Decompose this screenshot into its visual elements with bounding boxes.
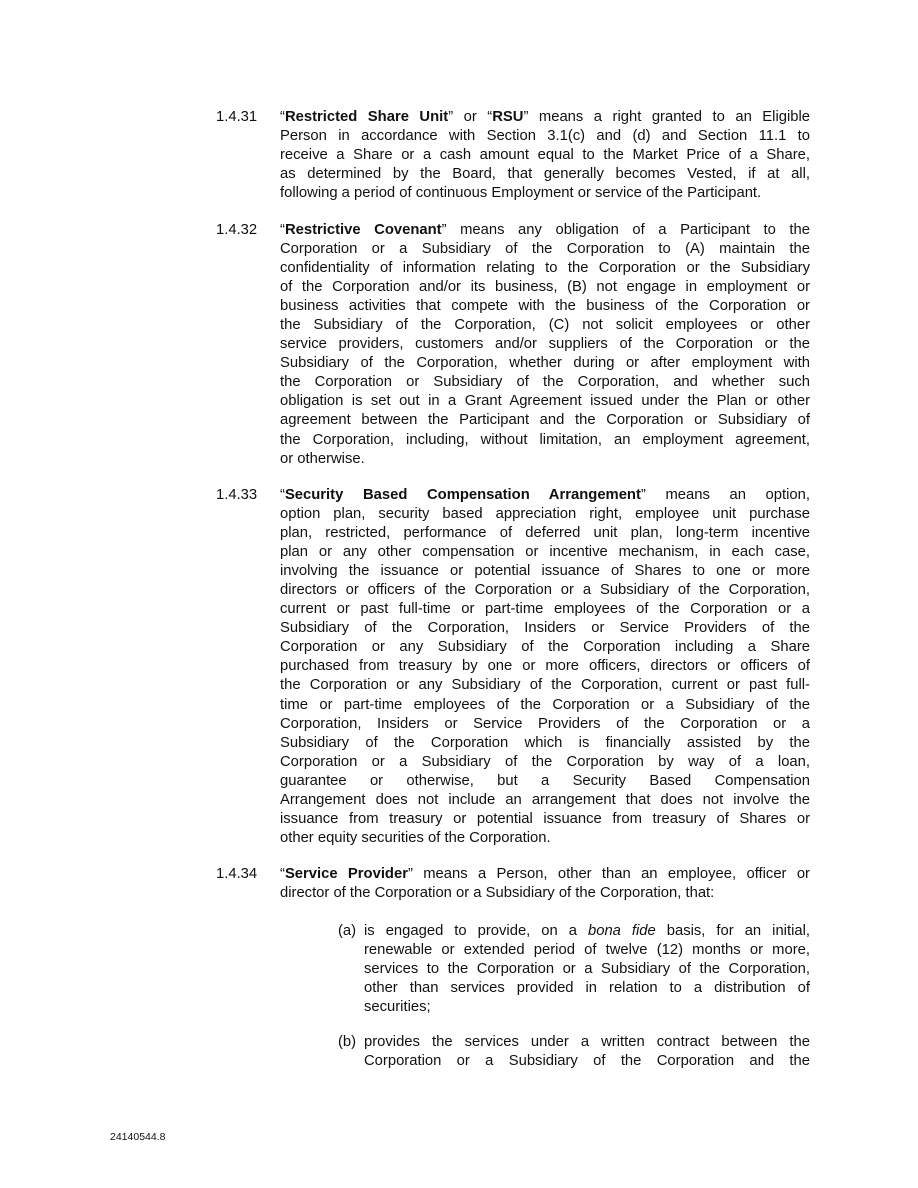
text-line: option plan, security based appreciation right, employee unit purchase xyxy=(280,505,810,522)
text-line: obligation is set out in a Grant Agreement issued under the Plan or other xyxy=(280,393,810,410)
italic-text: bona fide xyxy=(587,922,656,939)
section-number: 1.4.31 xyxy=(216,109,258,125)
text-line: purchased from treasury by one or more officers, directors or officers of xyxy=(280,658,810,675)
text-line: issuance from treasury or potential issuance from treasury of Shares or xyxy=(280,811,810,828)
text-line: plan or any other compensation or incentive mechanism, in each case, xyxy=(280,543,810,560)
text-line: business activities that compete with the business of the Corporation or xyxy=(280,297,810,314)
text-line: Corporation or a Subsidiary of the Corporation to (A) maintain the xyxy=(280,240,810,257)
text-line: as determined by the Board, that generally becomes Vested, if at all, xyxy=(280,166,810,183)
text: ” or “ xyxy=(448,109,493,125)
text-line: following a period of continuous Employment or service of the Participant. xyxy=(280,185,762,202)
text-line: current or past full-time or part-time employees of the Corporation or a xyxy=(280,601,810,618)
text-line: other equity securities of the Corporation. xyxy=(280,830,551,847)
text-line: other than services provided in relation to a distribution of xyxy=(364,979,810,996)
text: ” means an option, xyxy=(640,486,810,503)
definition-restrictive-covenant: “Restrictive Covenant” means any obligation of a Participant to the Corporation or a Subsidiary of the Corporation to (A) maintain the confidentiality of information relating to the Corporation or the Subsidiary of the Corporation and/or its business, (B) not engage in employment or business activities that compete with the business of the Corporation or the Subsidiary of the Corporation, (C) not solicit employees or other service providers, customers and/or suppliers of the Corporation or the Subsidiary of the Corporation, whether during or after employment with the Corporation or Subsidiary of the Corporation, and whether such obligation is set out in a Grant Agreement issued under the Plan or other agreement between the Participant and the Corporation or Subsidiary of the Corporation, including, without limitation, an employment agreement, or otherwise. xyxy=(280,221,810,469)
text-line: time or part-time employees of the Corporation or a Subsidiary of the xyxy=(280,696,810,713)
text-line: involving the issuance or potential issuance of Shares to one or more xyxy=(280,562,810,579)
text-line: Subsidiary of the Corporation, Insiders or Service Providers of the xyxy=(280,620,810,637)
definition-restricted-share-unit: “Restricted Share Unit” or “RSU” means a right granted to an Eligible Person in accordance with Section 3.1(c) and (d) and Section 11.1 to receive a Share or a cash amount equal to the Market Price of a Share, as determined by the Board, that generally becomes Vested, if at all, following a period of continuous Employment or service of the Participant. xyxy=(280,108,810,203)
text-line: renewable or extended period of twelve (12) months or more, xyxy=(364,941,810,958)
text-line: Corporation or a Subsidiary of the Corporation by way of a loan, xyxy=(280,753,810,770)
defined-term: Restricted Share Unit xyxy=(284,109,449,125)
text-line: the Corporation or any Subsidiary of the Corporation, current or past full- xyxy=(280,677,810,694)
text-line: services to the Corporation or a Subsidiary of the Corporation, xyxy=(364,960,810,977)
text: ” means a Person, other than an employee, officer or xyxy=(407,865,810,882)
text-line: the Subsidiary of the Corporation, (C) not solicit employees or other xyxy=(280,316,810,333)
text-line: agreement between the Participant and the Corporation or Subsidiary of xyxy=(280,412,810,429)
text-line: Person in accordance with Section 3.1(c) and (d) and Section 11.1 to xyxy=(280,128,810,145)
text: ” means any obligation of a Participant to the xyxy=(441,221,811,238)
defined-term: Security Based Compensation Arrangement xyxy=(284,486,641,503)
definition-security-based-compensation-arrangement: “Security Based Compensation Arrangement” means an option, option plan, security based appreciation right, employee unit purchase plan, restricted, performance of deferred unit plan, long-term incentive plan or any other compensation or incentive mechanism, in each case, involving the issuance or potential issuance of Shares to one or more directors or officers of the Corporation or a Subsidiary of the Corporation, current or past full-time or part-time employees of the Corporation or a Subsidiary of the Corporation, Insiders or Service Providers of the Corporation or any Subsidiary of the Corporation including a Share purchased from treasury by one or more officers, directors or officers of the Corporation or any Subsidiary of the Corporation, current or past full- time or part-time employees of the Corporation or a Subsidiary of the Corporation, Insiders or Service Providers of the Corporation or a Subsidiary of the Corporation which is financially assisted by the Corporation or a Subsidiary of the Corporation by way of a loan, guarantee or otherwise, but a Security Based Compensation Arrangement does not include an arrangement that does not involve the issuance from treasury or potential issuance from treasury of Shares or other equity securities of the Corporation. xyxy=(280,486,810,849)
text: ” means a right granted to an Eligible xyxy=(523,109,811,125)
sub-item-label: (b) xyxy=(338,1034,357,1050)
sub-item-b xyxy=(364,1033,810,1071)
sub-item-a xyxy=(364,922,810,1017)
text-line: the Corporation or Subsidiary of the Corporation, and whether such xyxy=(280,374,810,391)
text-line: director of the Corporation or a Subsidiary of the Corporation, that: xyxy=(280,884,715,901)
defined-term: Service Provider xyxy=(284,865,408,882)
text-line: Corporation, Insiders or Service Providers of the Corporation or a xyxy=(280,715,810,732)
document-id: 24140544.8 xyxy=(110,1131,166,1143)
text-line: Subsidiary of the Corporation which is financially assisted by the xyxy=(280,734,810,751)
text-line: securities; xyxy=(364,998,431,1015)
text-line: provides the services under a written contract between the xyxy=(364,1034,810,1050)
definition-service-provider: “Service Provider” means a Person, other than an employee, officer or director of the Corporation or a Subsidiary of the Corporation, that: xyxy=(280,865,810,903)
text-line: Subsidiary of the Corporation, whether during or after employment with xyxy=(280,355,810,372)
text-line: plan, restricted, performance of deferred unit plan, long-term incentive xyxy=(280,524,810,541)
text-line: the Corporation, including, without limitation, an employment agreement, xyxy=(280,431,810,448)
sub-item-label: (a) xyxy=(338,922,357,939)
defined-term: RSU xyxy=(492,109,524,125)
text-line: of the Corporation and/or its business, (B) not engage in employment or xyxy=(280,278,810,295)
text-line: Corporation or a Subsidiary of the Corporation and the xyxy=(364,1053,810,1070)
section-number: 1.4.32 xyxy=(216,221,258,238)
text-line: receive a Share or a cash amount equal to the Market Price of a Share, xyxy=(280,147,810,164)
section-number: 1.4.34 xyxy=(216,865,258,882)
text-line: or otherwise. xyxy=(280,450,365,467)
section-number: 1.4.33 xyxy=(216,486,258,503)
text-line: confidentiality of information relating to the Corporation or the Subsidiary xyxy=(280,259,810,276)
text: basis, for an initial, xyxy=(655,922,810,939)
defined-term: Restrictive Covenant xyxy=(284,221,442,238)
text-line: Corporation or any Subsidiary of the Corporation including a Share xyxy=(280,639,810,656)
text: is engaged to provide, on a xyxy=(364,922,588,939)
text-line: service providers, customers and/or suppliers of the Corporation or the xyxy=(280,336,810,353)
text-line: directors or officers of the Corporation or a Subsidiary of the Corporation, xyxy=(280,581,810,598)
text-line: guarantee or otherwise, but a Security Based Compensation xyxy=(280,772,810,789)
text-line: Arrangement does not include an arrangement that does not involve the xyxy=(280,792,810,808)
